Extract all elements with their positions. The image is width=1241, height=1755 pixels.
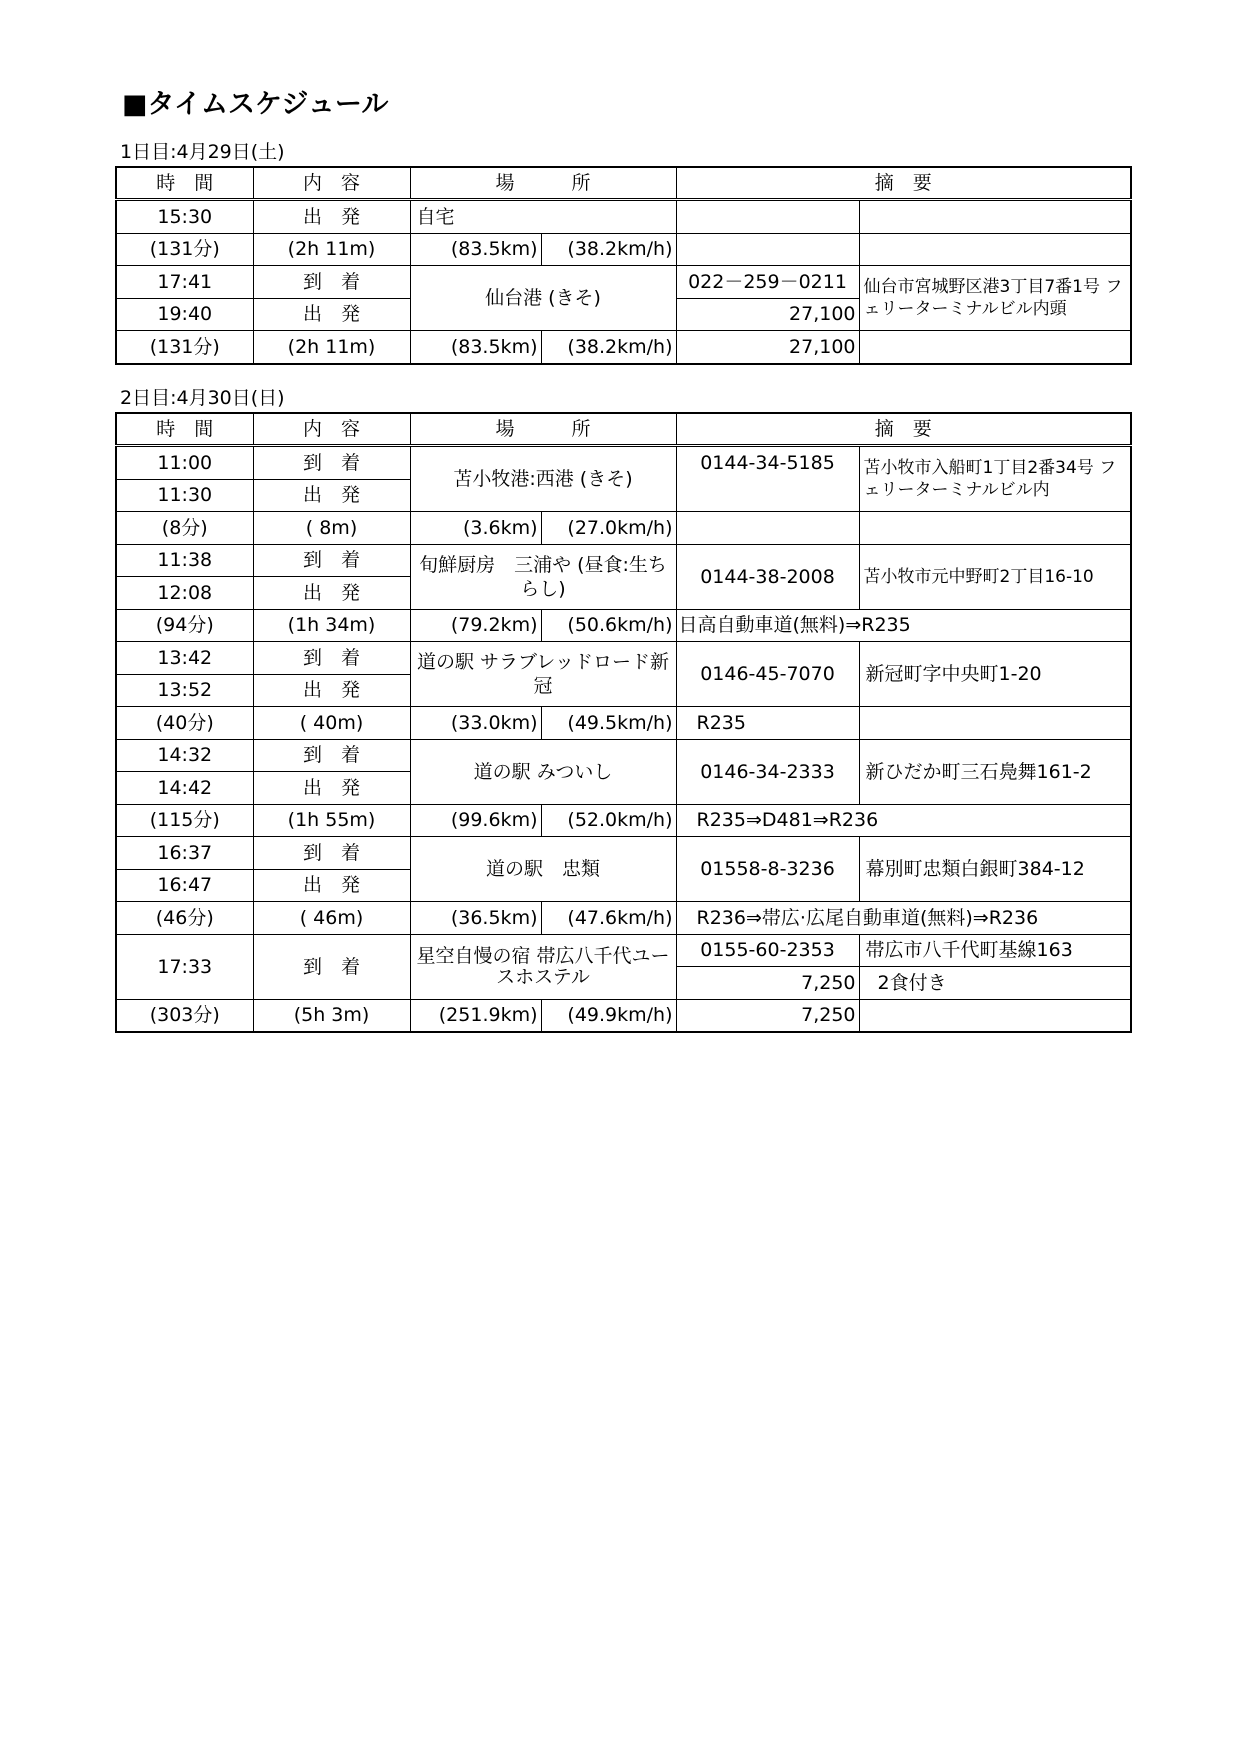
day1-label: 1日目:4月29日(土) <box>120 141 285 163</box>
table-row <box>116 266 1131 299</box>
day1-schedule-table <box>115 166 1132 365</box>
route-cell: R236⇒帯広·広尾自動車道(無料)⇒R236 <box>676 902 1131 935</box>
table-row <box>116 609 1131 642</box>
meal-cell: 2食付き <box>859 967 1131 1000</box>
empty-cell <box>859 707 1131 740</box>
total-duration-hm: (5h 3m) <box>253 999 410 1032</box>
empty-cell <box>859 512 1131 545</box>
place-cell: 道の駅 サラブレッドロード新冠 <box>410 642 676 707</box>
phone-cell: 0146-34-2333 <box>676 739 859 804</box>
phone-cell: 01558-8-3236 <box>676 837 859 902</box>
phone-cell: 0146-45-7070 <box>676 642 859 707</box>
time-cell: 11:38 <box>116 544 253 577</box>
empty-cell <box>676 233 859 266</box>
route-cell: 日高自動車道(無料)⇒R235 <box>676 609 1131 642</box>
distance-cell: (79.2km) <box>410 609 541 642</box>
phone-cell: 022－259－0211 <box>676 266 859 299</box>
duration-hm-cell: ( 46m) <box>253 902 410 935</box>
total-speed: (49.9km/h) <box>541 999 676 1032</box>
address-cell: 新冠町字中央町1-20 <box>859 642 1131 707</box>
empty-cell <box>859 331 1131 364</box>
header-time: 時 間 <box>116 413 253 446</box>
content-cell: 出 発 <box>253 772 410 805</box>
duration-cell: (8分) <box>116 512 253 545</box>
duration-cell: (94分) <box>116 609 253 642</box>
address-cell: 幕別町忠類白銀町384-12 <box>859 837 1131 902</box>
total-duration: (131分) <box>116 331 253 364</box>
place-cell: 仙台港 (きそ) <box>410 266 676 331</box>
place-cell: 道の駅 みついし <box>410 739 676 804</box>
speed-cell: (38.2km/h) <box>541 233 676 266</box>
table-row <box>116 544 1131 577</box>
place-cell: 苫小牧港:西港 (きそ) <box>410 446 676 512</box>
time-cell: 17:41 <box>116 266 253 299</box>
content-cell: 到 着 <box>253 544 410 577</box>
duration-hm-cell: ( 40m) <box>253 707 410 740</box>
empty-cell <box>859 200 1131 234</box>
distance-cell: (83.5km) <box>410 233 541 266</box>
total-row <box>116 999 1131 1032</box>
time-cell: 13:52 <box>116 674 253 707</box>
address-cell: 新ひだか町三石鳧舞161-2 <box>859 739 1131 804</box>
duration-hm-cell: (1h 55m) <box>253 804 410 837</box>
speed-cell: (50.6km/h) <box>541 609 676 642</box>
address-cell: 帯広市八千代町基線163 <box>859 934 1131 967</box>
place-cell: 道の駅 忠類 <box>410 837 676 902</box>
total-cost: 7,250 <box>676 999 859 1032</box>
day2-label: 2日目:4月30日(日) <box>120 387 285 409</box>
duration-hm-cell: ( 8m) <box>253 512 410 545</box>
total-speed: (38.2km/h) <box>541 331 676 364</box>
table-row <box>116 934 1131 967</box>
cost-cell: 7,250 <box>676 967 859 1000</box>
distance-cell: (36.5km) <box>410 902 541 935</box>
duration-cell: (46分) <box>116 902 253 935</box>
speed-cell: (27.0km/h) <box>541 512 676 545</box>
distance-cell: (33.0km) <box>410 707 541 740</box>
place-cell: 星空自慢の宿 帯広八千代ユースホステル <box>410 934 676 999</box>
address-cell: 苫小牧市入船町1丁目2番34号 フェリーターミナルビル内 <box>859 446 1131 512</box>
header-content: 内 容 <box>253 413 410 446</box>
content-cell: 到 着 <box>253 266 410 299</box>
duration-hm-cell: (1h 34m) <box>253 609 410 642</box>
content-cell: 到 着 <box>253 934 410 999</box>
phone-cell: 0155-60-2353 <box>676 934 859 967</box>
speed-cell: (47.6km/h) <box>541 902 676 935</box>
table-header <box>116 167 1131 200</box>
total-row <box>116 331 1131 364</box>
content-cell: 到 着 <box>253 739 410 772</box>
header-content: 内 容 <box>253 167 410 200</box>
address-cell: 苫小牧市元中野町2丁目16-10 <box>859 544 1131 609</box>
total-distance: (251.9km) <box>410 999 541 1032</box>
distance-cell: (99.6km) <box>410 804 541 837</box>
time-cell: 13:42 <box>116 642 253 675</box>
empty-cell <box>676 200 859 234</box>
header-place: 場 所 <box>410 167 676 200</box>
table-row <box>116 707 1131 740</box>
content-cell: 出 発 <box>253 479 410 512</box>
content-cell: 出 発 <box>253 298 410 331</box>
time-cell: 16:37 <box>116 837 253 870</box>
header-place: 場 所 <box>410 413 676 446</box>
header-summary: 摘 要 <box>676 167 1131 200</box>
duration-hm-cell: (2h 11m) <box>253 233 410 266</box>
table-row <box>116 642 1131 675</box>
header-time: 時 間 <box>116 167 253 200</box>
time-cell: 19:40 <box>116 298 253 331</box>
place-cell: 旬鮮厨房 三浦や (昼食:生ちらし) <box>410 544 676 609</box>
duration-cell: (131分) <box>116 233 253 266</box>
duration-cell: (115分) <box>116 804 253 837</box>
duration-cell: (40分) <box>116 707 253 740</box>
content-cell: 到 着 <box>253 446 410 480</box>
time-cell: 14:42 <box>116 772 253 805</box>
cost-cell: 27,100 <box>676 298 859 331</box>
time-cell: 11:00 <box>116 446 253 480</box>
content-cell: 到 着 <box>253 837 410 870</box>
time-cell: 12:08 <box>116 577 253 610</box>
table-row <box>116 804 1131 837</box>
total-duration: (303分) <box>116 999 253 1032</box>
content-cell: 出 発 <box>253 577 410 610</box>
table-row <box>116 902 1131 935</box>
table-row <box>116 233 1131 266</box>
time-cell: 16:47 <box>116 869 253 902</box>
time-cell: 15:30 <box>116 200 253 234</box>
route-cell: R235 <box>676 707 859 740</box>
speed-cell: (49.5km/h) <box>541 707 676 740</box>
time-cell: 17:33 <box>116 934 253 999</box>
route-cell: R235⇒D481⇒R236 <box>676 804 1131 837</box>
total-distance: (83.5km) <box>410 331 541 364</box>
phone-cell: 0144-38-2008 <box>676 544 859 609</box>
header-summary: 摘 要 <box>676 413 1131 446</box>
table-row <box>116 446 1131 480</box>
phone-cell: 0144-34-5185 <box>676 446 859 512</box>
day2-schedule-table <box>115 412 1132 1033</box>
distance-cell: (3.6km) <box>410 512 541 545</box>
table-header <box>116 413 1131 446</box>
empty-cell <box>859 999 1131 1032</box>
table-row <box>116 739 1131 772</box>
content-cell: 出 発 <box>253 674 410 707</box>
content-cell: 出 発 <box>253 200 410 234</box>
total-duration-hm: (2h 11m) <box>253 331 410 364</box>
address-cell: 仙台市宮城野区港3丁目7番1号 フェリーターミナルビル内頭 <box>859 266 1131 331</box>
table-row <box>116 200 1131 234</box>
table-row <box>116 837 1131 870</box>
place-cell: 自宅 <box>410 200 676 234</box>
empty-cell <box>859 233 1131 266</box>
content-cell: 到 着 <box>253 642 410 675</box>
empty-cell <box>676 512 859 545</box>
time-cell: 14:32 <box>116 739 253 772</box>
content-cell: 出 発 <box>253 869 410 902</box>
total-cost: 27,100 <box>676 331 859 364</box>
time-cell: 11:30 <box>116 479 253 512</box>
speed-cell: (52.0km/h) <box>541 804 676 837</box>
page-title: ■タイムスケジュール <box>122 89 389 120</box>
table-row <box>116 512 1131 545</box>
